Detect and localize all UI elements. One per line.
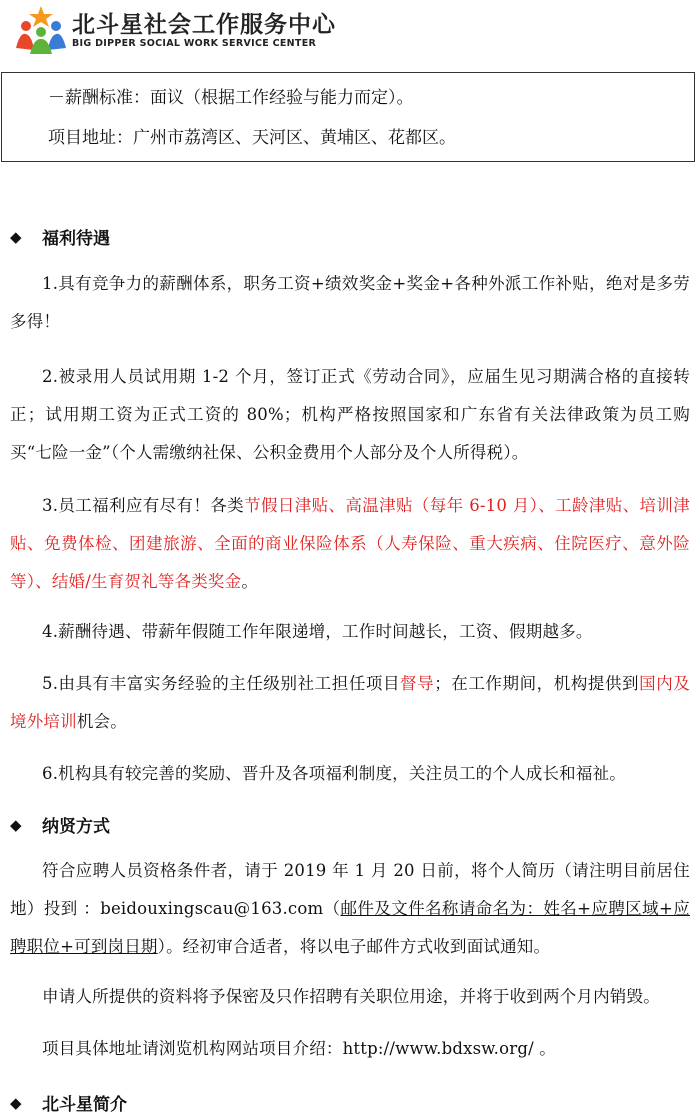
benefit-item-1: 1.具有竞争力的薪酬体系，职务工资+绩效奖金+奖金+各种外派工作补贴，绝对是多劳多得！ <box>10 274 690 331</box>
salary-location-box <box>1 72 695 162</box>
logo-icon <box>12 4 70 56</box>
supervision-highlight: 督导 <box>400 674 435 693</box>
recruit-paragraph-1: 符合应聘人员资格条件者，请于 2019 年 1 月 20 日前，将个人简历（请注明目前居住地）投到 ：beidouxingscau@163.com（邮件及文件名称请命名为：姓名+应聘区域+应聘职位+可到岗日期）。经初审合适者，将以电子邮件方式收到面试通知。 <box>10 861 690 956</box>
page-header <box>0 0 700 62</box>
training-highlight: 国内及境外培训 <box>10 674 690 731</box>
diamond-bullet-icon: ◆ <box>10 1093 22 1112</box>
project-location: 项目地址：广州市荔湾区、天河区、黄埔区、花都区。 <box>48 128 456 148</box>
benefit-item-5: 5.由具有丰富实务经验的主任级别社工担任项目督导；在工作期间，机构提供到国内及境外培训机会。 <box>10 674 690 731</box>
recruit-paragraph-2: 申请人所提供的资料将予保密及只作招聘有关职位用途，并将于收到两个月内销毁。 <box>42 987 660 1006</box>
section-heading-intro: ◆ 北斗星简介 <box>10 1093 127 1115</box>
org-name-en: BIG DIPPER SOCIAL WORK SERVICE CENTER <box>72 38 317 49</box>
benefit-item-6: 6.机构具有较完善的奖励、晋升及各项福利制度，关注员工的个人成长和福祉。 <box>42 764 626 783</box>
benefit-item-3: 3.员工福利应有尽有！各类节假日津贴、高温津贴（每年 6-10 月）、工龄津贴、培训津贴、免费体检、团建旅游、全面的商业保险体系（人寿保险、重大疾病、住院医疗、意外险等）、结婚/生育贺礼等各类奖金。 <box>10 496 690 591</box>
benefit-item-4: 4.薪酬待遇、带薪年假随工作年限递增，工作时间越长，工资、假期越多。 <box>42 622 593 641</box>
email-naming-rule: 邮件及文件名称请命名为：姓名+应聘区域+应聘职位+可到岗日期 <box>10 899 690 956</box>
org-name-cn: 北斗星社会工作服务中心 <box>72 12 336 38</box>
diamond-bullet-icon: ◆ <box>10 815 22 834</box>
section-heading-recruit: ◆ 纳贤方式 <box>10 815 110 837</box>
salary-standard: －薪酬标准：面议（根据工作经验与能力而定）。 <box>48 88 414 108</box>
benefit-item-3-highlight: 节假日津贴、高温津贴（每年 6-10 月）、工龄津贴、培训津贴、免费体检、团建旅游、全面的商业保险体系（人寿保险、重大疾病、住院医疗、意外险等）、结婚/生育贺礼等各类奖金 <box>10 496 690 591</box>
diamond-bullet-icon: ◆ <box>10 227 22 246</box>
benefit-item-2: 2.被录用人员试用期 1-2 个月，签订正式《劳动合同》，应届生见习期满合格的直接转正；试用期工资为正式工资的 80%；机构严格按照国家和广东省有关法律政策为员工购买“七险一金”（个人需缴纳社保、公积金费用个人部分及个人所得税）。 <box>10 367 690 462</box>
recruit-paragraph-3: 项目具体地址请浏览机构网站项目介绍：http://www.bdxsw.org/ 。 <box>42 1039 556 1058</box>
section-heading-benefits: ◆ 福利待遇 <box>10 227 110 249</box>
